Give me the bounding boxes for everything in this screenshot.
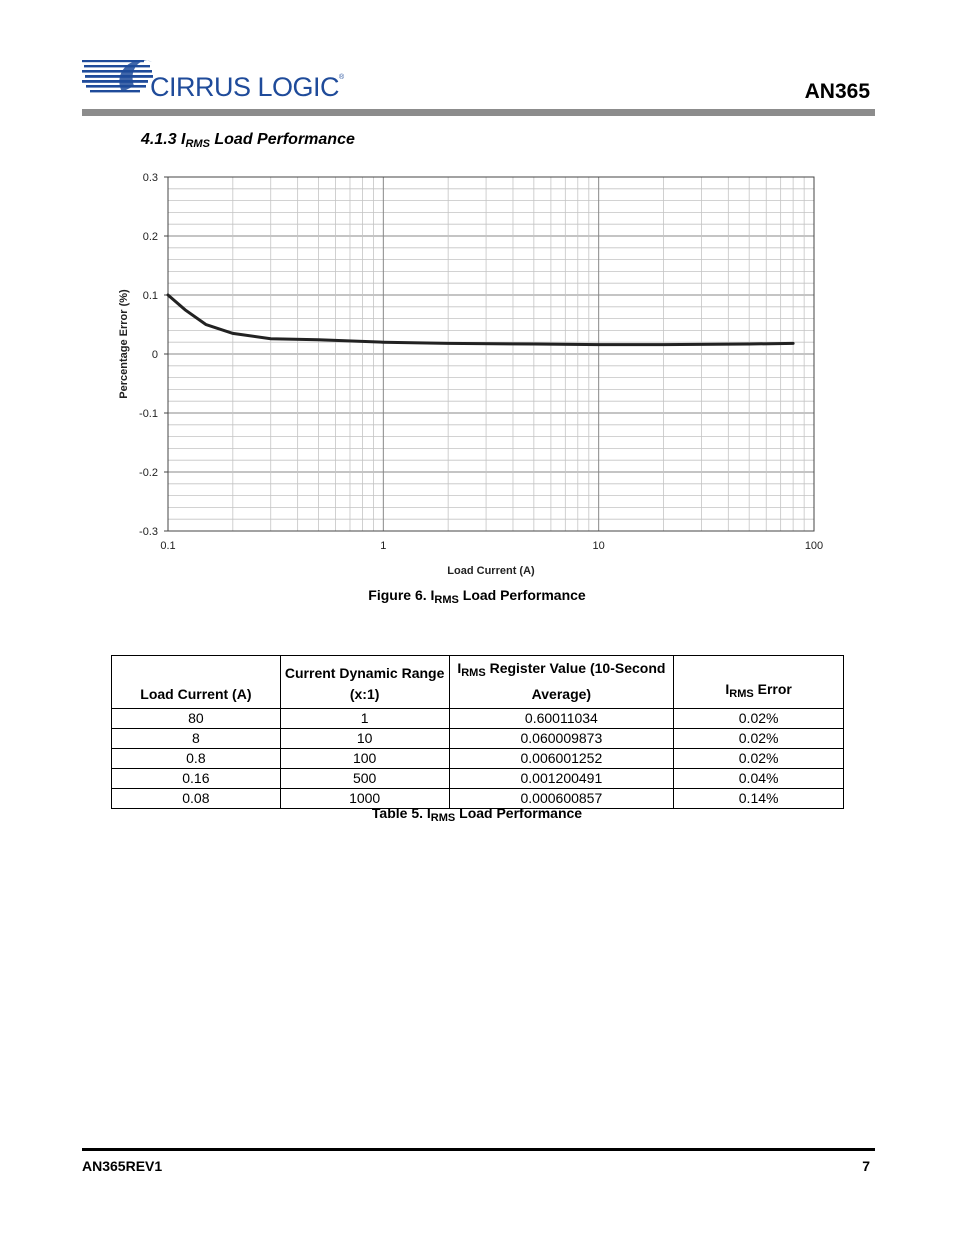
table-cell: 10: [280, 729, 449, 749]
table-cell: 0.02%: [674, 729, 844, 749]
header-register-value: $I_{RMS}$ Register Value (10-Second Average): [449, 656, 674, 709]
table-cell: 1: [280, 709, 449, 729]
table-cell: 0.02%: [674, 749, 844, 769]
logo-wordmark: CIRRUS LOGIC®: [150, 72, 344, 102]
header-irms-error: $I_{RMS}$ Error: [674, 656, 844, 709]
table-row: [112, 769, 844, 789]
table-cell: 0.006001252: [449, 749, 674, 769]
table-caption: Table 5. $I_{RMS}$ Load Performance: [371, 805, 583, 824]
table-row: [112, 749, 844, 769]
y-tick-label: 0.3: [142, 172, 158, 184]
table-cell: 0.001200491: [449, 769, 674, 789]
footer-rule: [82, 1148, 875, 1151]
load-performance-table: [111, 655, 844, 809]
y-tick-label: -0.2: [139, 467, 158, 479]
table-cell: 0.8: [112, 749, 281, 769]
header-load-current: Load Current (A): [112, 656, 281, 709]
y-tick-label: 0: [151, 349, 158, 361]
header-rule: [82, 109, 875, 116]
header-dynamic-range: Current Dynamic Range (x:1): [280, 656, 449, 709]
x-tick-label: 100: [804, 540, 824, 552]
table-cell: 0.16: [112, 769, 281, 789]
y-tick-label: -0.1: [139, 408, 158, 420]
table-cell: 0.14%: [674, 789, 844, 809]
figure-caption: Figure 6. $I_{RMS}$ Load Performance: [368, 587, 586, 606]
x-tick-label: 10: [592, 540, 605, 552]
x-tick-label: 0.1: [160, 540, 176, 552]
table-cell: 8: [112, 729, 281, 749]
section-heading: 4.1.3 $I_{RMS}$ Load Performance: [141, 131, 355, 150]
irms-load-performance-chart: [110, 168, 830, 583]
table-cell: 500: [280, 769, 449, 789]
y-tick-label: 0.1: [142, 290, 158, 302]
table-row: [112, 729, 844, 749]
footer-doc-revision: AN365REV1: [82, 1158, 163, 1174]
y-axis-title: Percentage Error (%): [118, 289, 130, 399]
table-cell: 100: [280, 749, 449, 769]
document-id: AN365: [804, 80, 870, 103]
table-row: [112, 709, 844, 729]
x-axis-title: Load Current (A): [447, 565, 535, 577]
table-cell: 0.000600857: [449, 789, 674, 809]
table-cell: 1000: [280, 789, 449, 809]
y-tick-label: -0.3: [139, 526, 158, 538]
series-line-irms-error: [168, 295, 793, 345]
table-cell: 0.060009873: [449, 729, 674, 749]
table-cell: 0.02%: [674, 709, 844, 729]
table-cell: 0.60011034: [449, 709, 674, 729]
page-number: 7: [862, 1158, 870, 1174]
table-cell: 0.08: [112, 789, 281, 809]
table-cell: 0.04%: [674, 769, 844, 789]
y-tick-label: 0.2: [142, 231, 158, 243]
table-header-row: [112, 656, 844, 709]
x-tick-label: 1: [380, 540, 387, 552]
table-cell: 80: [112, 709, 281, 729]
